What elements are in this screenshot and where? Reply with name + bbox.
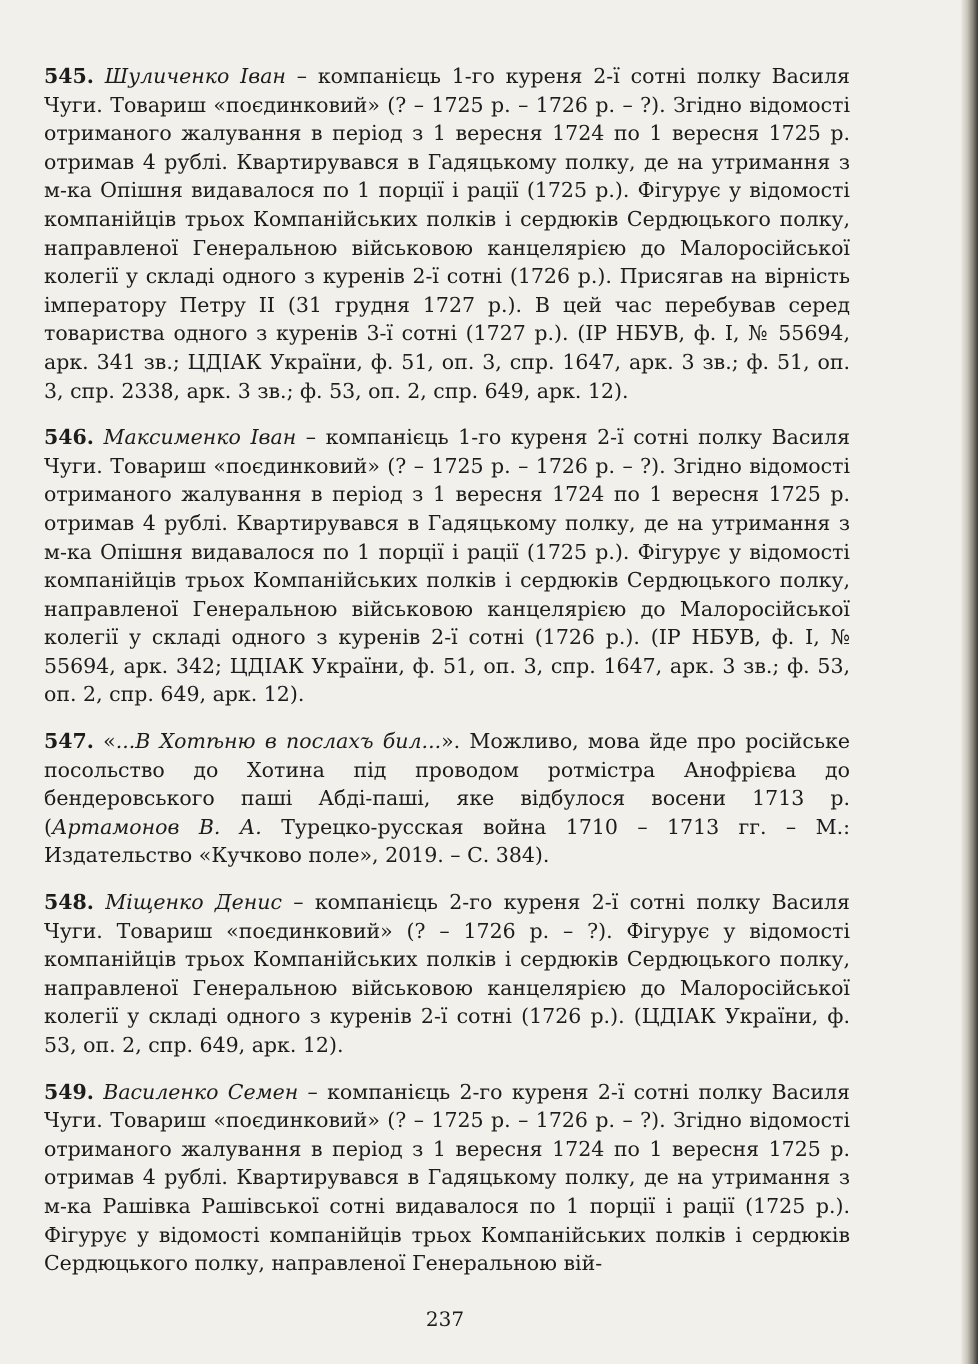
entry-quote: ...В Хотѣню в послахъ бил... (115, 729, 442, 754)
entry-text: – компанієць 1-го куреня 2-ї сотні полку Василя Чуги. Товариш «поєдинковий» (? – 1725 р. – 1726 р. – ?). Згідно відомості отриманого жалування в період з 1 вересня 1724 по 1 вересня 1725 р. отримав 4 рублі. Квартирувався в Гадяцькому полку, де на утримання з м-ка Опішня видавалося по 1 порції і рації (1725 р.). Фігурує у відомості компанійців трьох Компанійських полків і сердюків Сердюцького полку, направленої Генеральною військовою канцелярією до Малоросійської колегії у складі одного з куренів 2-ї сотні (1726 р.). Присягав на вірність імператору Петру ІІ (31 грудня 1727 р.). В цей час перебував серед товариства одного з куренів 3-ї сотні (1727 р.). (ІР НБУВ, ф. І, № 55694, арк. 341 зв.; ЦДІАК України, ф. 51, оп. 3, спр. 1647, арк. 3 зв.; ф. 51, оп. 3, спр. 2338, арк. 3 зв.; ф. 53, оп. 2, спр. 649, арк. 12). (44, 64, 850, 403)
page-body (44, 62, 850, 1296)
entry-number: 545. (44, 64, 94, 88)
entry-number: 548. (44, 890, 94, 915)
entry-548 (44, 888, 850, 1060)
entry-person-name: Шуличенко Іван (104, 64, 286, 88)
entry-number: 547. (44, 729, 94, 754)
entry-quote-open: « (93, 729, 116, 754)
entry-text-continued: Турецко-русская война 1710 – 1713 гг. – М.: Издательство «Кучково поле», 2019. – С. 384). (44, 814, 850, 868)
entry-person-name: Максименко Іван (103, 425, 297, 450)
entry-text: – компанієць 2-го куреня 2-ї сотні полку Василя Чуги. Товариш «поєдинковий» (? – 1725 р. – 1726 р. – ?). Згідно відомості отриманого жалування в період з 1 вересня 1724 по 1 вересня 1725 р. отримав 4 рублі. Квартирувався в Гадяцькому полку, де на утримання з м-ка Рашівка Рашівської сотні видавалося по 1 порції і рації (1725 р.). Фігурує у відомості компанійців трьох Компанійських полків і сердюків Сердюцького полку, направленої Генеральною вій- (44, 1079, 850, 1276)
entry-author: Артамонов В. А. (52, 814, 262, 839)
entry-text: – компанієць 1-го куреня 2-ї сотні полку Василя Чуги. Товариш «поєдинковий» (? – 1725 р. – 1726 р. – ?). Згідно відомості отриманого жалування в період з 1 вересня 1724 по 1 вересня 1725 р. отримав 4 рублі. Квартирувався в Гадяцькому полку, де на утримання з м-ка Опішня видавалося по 1 порції і рації (1725 р.). Фігурує у відомості компанійців трьох Компанійських полків і сердюків Сердюцького полку, направленої Генеральною військовою канцелярією до Малоросійської колегії у складі одного з куренів 2-ї сотні (1726 р.). (ІР НБУВ, ф. І, № 55694, арк. 342; ЦДІАК України, ф. 51, оп. 3, спр. 1647, арк. 3 зв.; ф. 53, оп. 2, спр. 649, арк. 12). (44, 425, 851, 707)
entry-number: 549. (44, 1079, 94, 1104)
page-edge-shadow (960, 0, 978, 1364)
entry-546 (44, 423, 850, 709)
entry-text: ». Можливо, мова йде про російське посольство до Хотина під проводом ротмістра Анофрієва до бендеровського паші Абді-паші, яке відбулося восени 1713 р. ( (44, 729, 851, 839)
entry-545 (44, 62, 850, 405)
entry-person-name: Василенко Семен (103, 1079, 299, 1104)
page-number: 237 (425, 1307, 465, 1331)
entry-547 (44, 727, 850, 870)
entry-number: 546. (44, 425, 94, 450)
entry-549 (44, 1078, 850, 1278)
entry-person-name: Міщенко Денис (105, 890, 282, 915)
entry-text: – компанієць 2-го куреня 2-ї сотні полку Василя Чуги. Товариш «поєдинковий» (? – 1726 р. – ?). Фігурує у відомості компанійців трьох Компанійських полків і сердюків Сердюцького полку, направленої Генеральною військовою канцелярією до Малоросійської колегії у складі одного з куренів 2-ї сотні (1726 р.). (ЦДІАК України, ф. 53, оп. 2, спр. 649, арк. 12). (44, 890, 850, 1057)
